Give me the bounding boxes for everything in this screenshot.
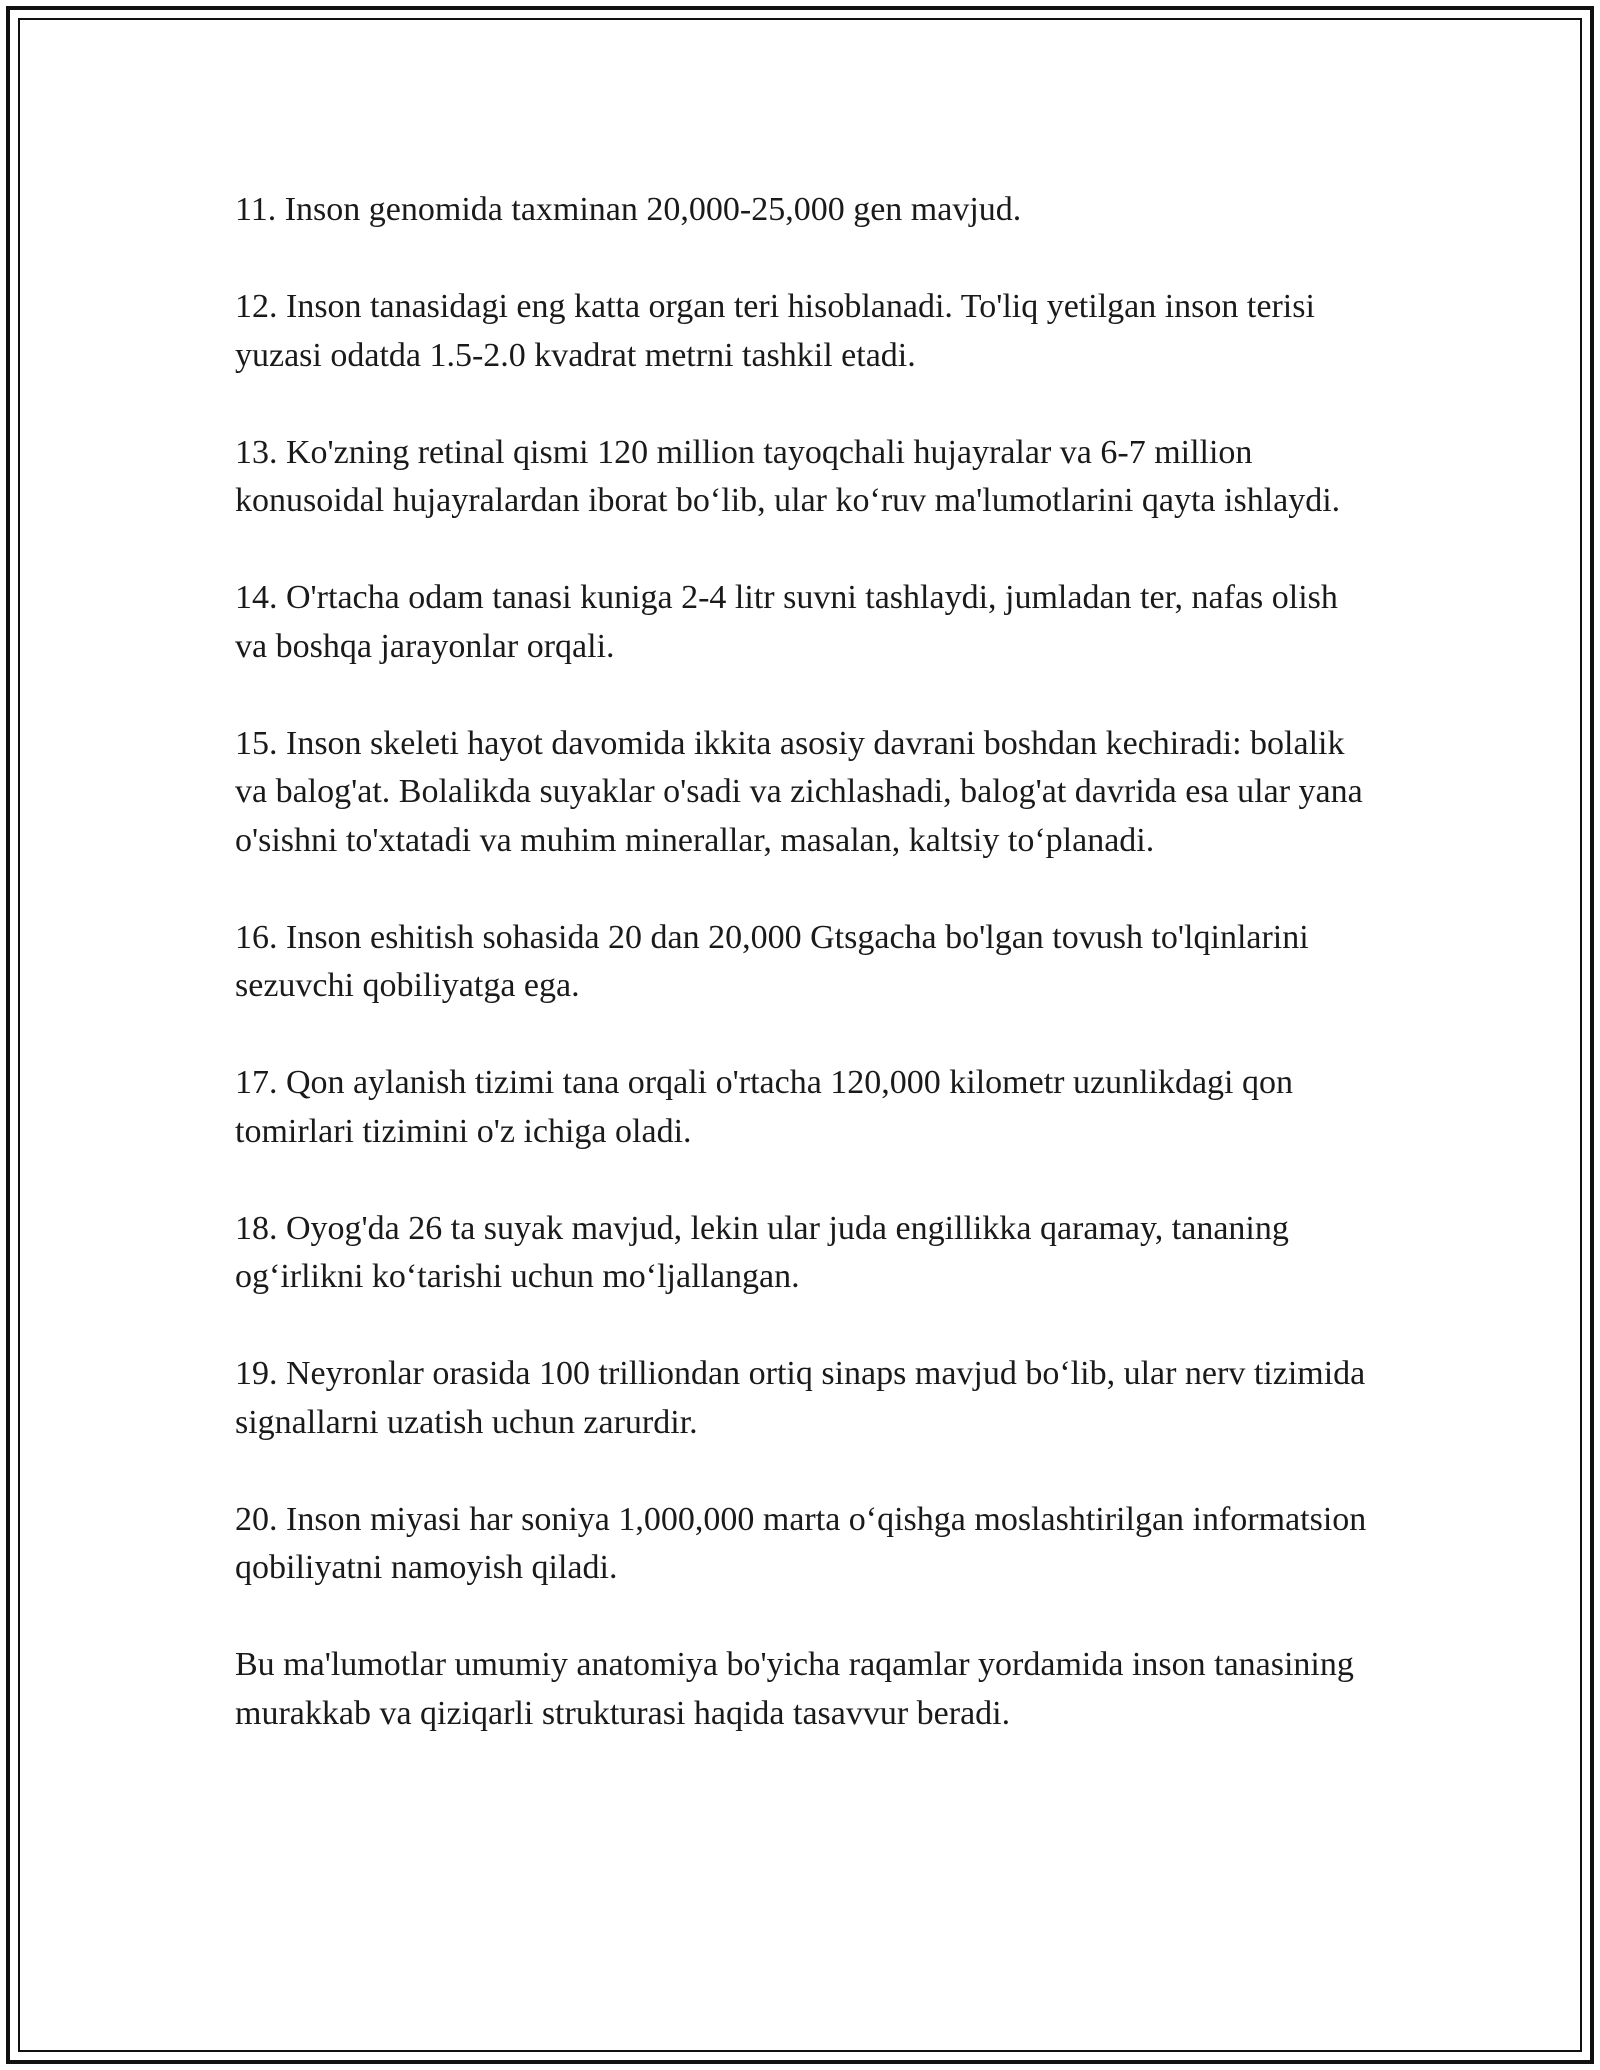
fact-15: 15. Inson skeleti hayot davomida ikkita asosiy davrani boshdan kechiradi: bolalik va balog'at. Bolalikda suyaklar o'sadi va zichlashadi, balog'at davrida esa ular yana o'sishni to'xtatadi va muhim minerallar, masalan, kaltsiy to‘planadi. (235, 724, 1363, 859)
fact-16: 16. Inson eshitish sohasida 20 dan 20,000 Gtsgacha bo'lgan tovush to'lqinlarini sezuvchi qobiliyatga ega. (235, 918, 1309, 1004)
summary-paragraph: Bu ma'lumotlar umumiy anatomiya bo'yicha raqamlar yordamida inson tanasining murakkab va qiziqarli strukturasi haqida tasavvur beradi. (235, 1646, 1354, 1732)
fact-20: 20. Inson miyasi har soniya 1,000,000 marta o‘qishga moslashtirilgan informatsion qobiliyatni namoyish qiladi. (235, 1500, 1367, 1586)
fact-12: 12. Inson tanasidagi eng katta organ teri hisoblanadi. To'liq yetilgan inson terisi yuzasi odatda 1.5-2.0 kvadrat metrni tashkil etadi. (235, 288, 1315, 374)
fact-14: 14. O'rtacha odam tanasi kuniga 2-4 litr suvni tashlaydi, jumladan ter, nafas olish va boshqa jarayonlar orqali. (235, 579, 1338, 665)
fact-13: 13. Ko'zning retinal qismi 120 million tayoqchali hujayralar va 6-7 million konusoidal hujayralardan iborat bo‘lib, ular ko‘ruv ma'lumotlarini qayta ishlaydi. (235, 433, 1341, 519)
fact-11: 11. Inson genomida taxminan 20,000-25,000 gen mavjud. (235, 191, 1022, 228)
fact-19: 19. Neyronlar orasida 100 trilliondan ortiq sinaps mavjud bo‘lib, ular nerv tizimida signallarni uzatish uchun zarurdir. (235, 1355, 1366, 1441)
fact-18: 18. Oyog'da 26 ta suyak mavjud, lekin ular juda engillikka qaramay, tananing og‘irlikni ko‘tarishi uchun mo‘ljallangan. (235, 1209, 1289, 1295)
document-body (235, 186, 1375, 1738)
fact-17: 17. Qon aylanish tizimi tana orqali o'rtacha 120,000 kilometr uzunlikdagi qon tomirlari tizimini o'z ichiga oladi. (235, 1064, 1294, 1150)
